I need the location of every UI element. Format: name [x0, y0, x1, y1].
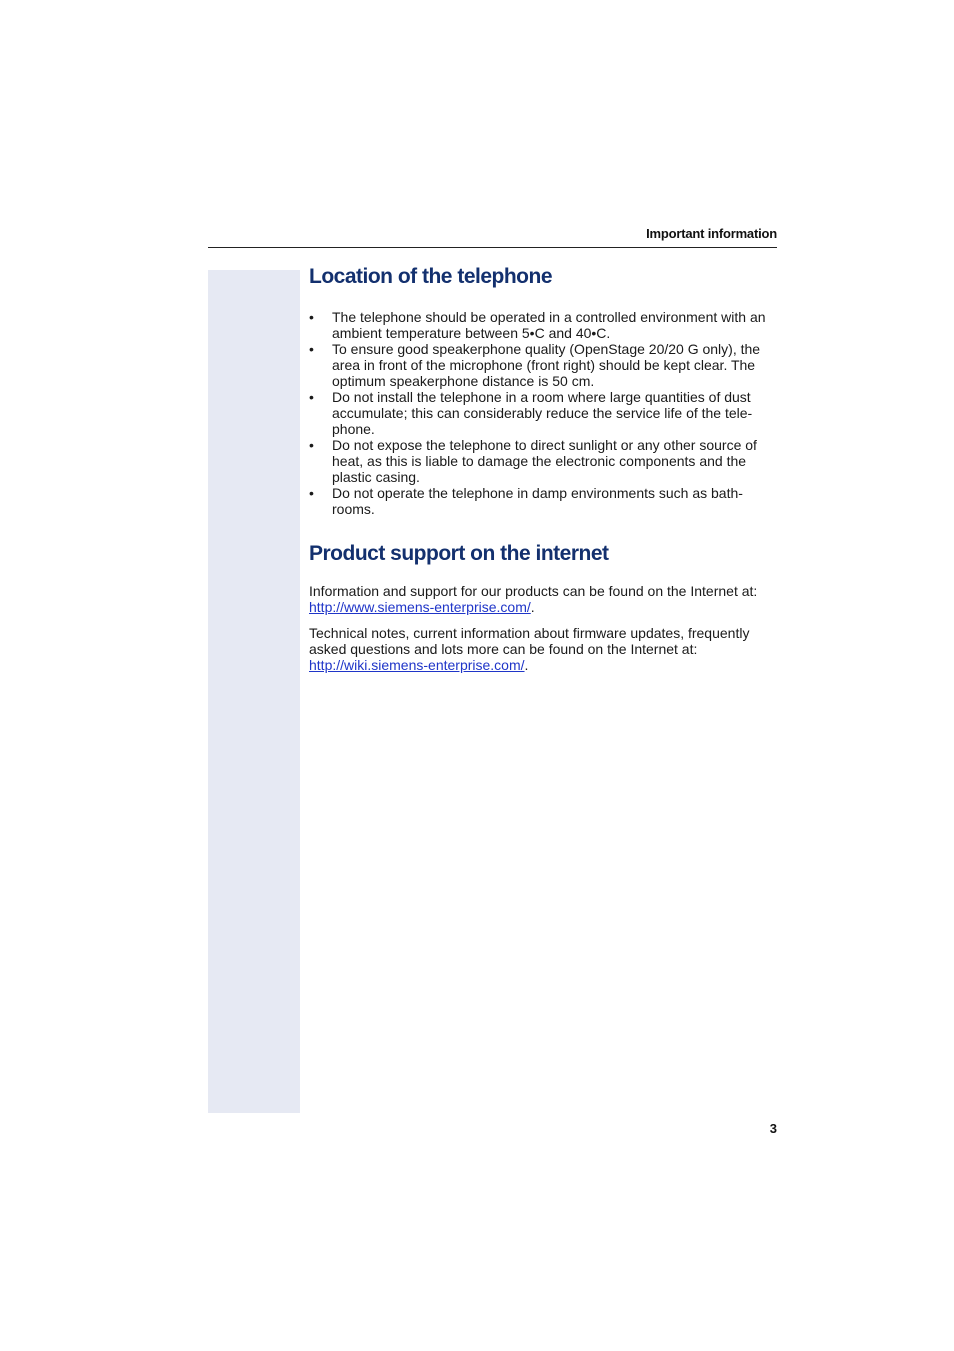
page-number: 3 — [769, 1121, 777, 1136]
bullet-icon: • — [309, 309, 314, 325]
siemens-enterprise-link[interactable]: http://www.siemens-enterprise.com/ — [309, 599, 531, 615]
sentence-period: . — [524, 657, 529, 673]
list-item — [309, 389, 777, 437]
siemens-wiki-link[interactable]: http://wiki.siemens-enterprise.com/ — [309, 657, 525, 673]
bullet-icon: • — [309, 437, 314, 453]
support-paragraph-text: Information and support for our products can be found on the Internet at: — [309, 583, 758, 599]
support-paragraph-products — [309, 583, 777, 615]
list-item — [309, 341, 777, 389]
list-item-text: Do not operate the telephone in damp environments such as bath-rooms. — [332, 485, 743, 517]
bullet-icon: • — [309, 341, 314, 357]
running-header: Important information — [646, 226, 777, 241]
list-item-text: Do not install the telephone in a room where large quantities of dust accumulate; this can considerably reduce the service life of the tele-phone. — [332, 389, 753, 437]
location-bullet-list — [309, 309, 777, 517]
list-item — [309, 309, 777, 341]
support-section — [309, 539, 777, 673]
list-item-text: To ensure good speakerphone quality (OpenStage 20/20 G only), the area in front of the microphone (front right) should be kept clear. The optimum speakerphone distance is 50 cm. — [332, 341, 761, 389]
sentence-period: . — [530, 599, 535, 615]
list-item-text: Do not expose the telephone to direct sunlight or any other source of heat, as this is liable to damage the electronic components and the plastic casing. — [332, 437, 757, 485]
support-paragraph-text: Technical notes, current information about firmware updates, frequently asked questions and lots more can be found on the Internet at: — [309, 625, 750, 657]
list-item — [309, 437, 777, 485]
support-paragraph-technical — [309, 625, 777, 673]
side-margin-band — [208, 270, 300, 1113]
list-item — [309, 485, 777, 517]
location-section — [309, 262, 777, 517]
main-content — [309, 262, 777, 673]
bullet-icon: • — [309, 485, 314, 501]
list-item-text: The telephone should be operated in a controlled environment with an ambient temperature between 5•C and 40•C. — [332, 309, 766, 341]
bullet-icon: • — [309, 389, 314, 405]
support-heading: Product support on the internet — [309, 542, 609, 565]
location-heading: Location of the telephone — [309, 265, 552, 288]
header-rule — [208, 247, 777, 248]
